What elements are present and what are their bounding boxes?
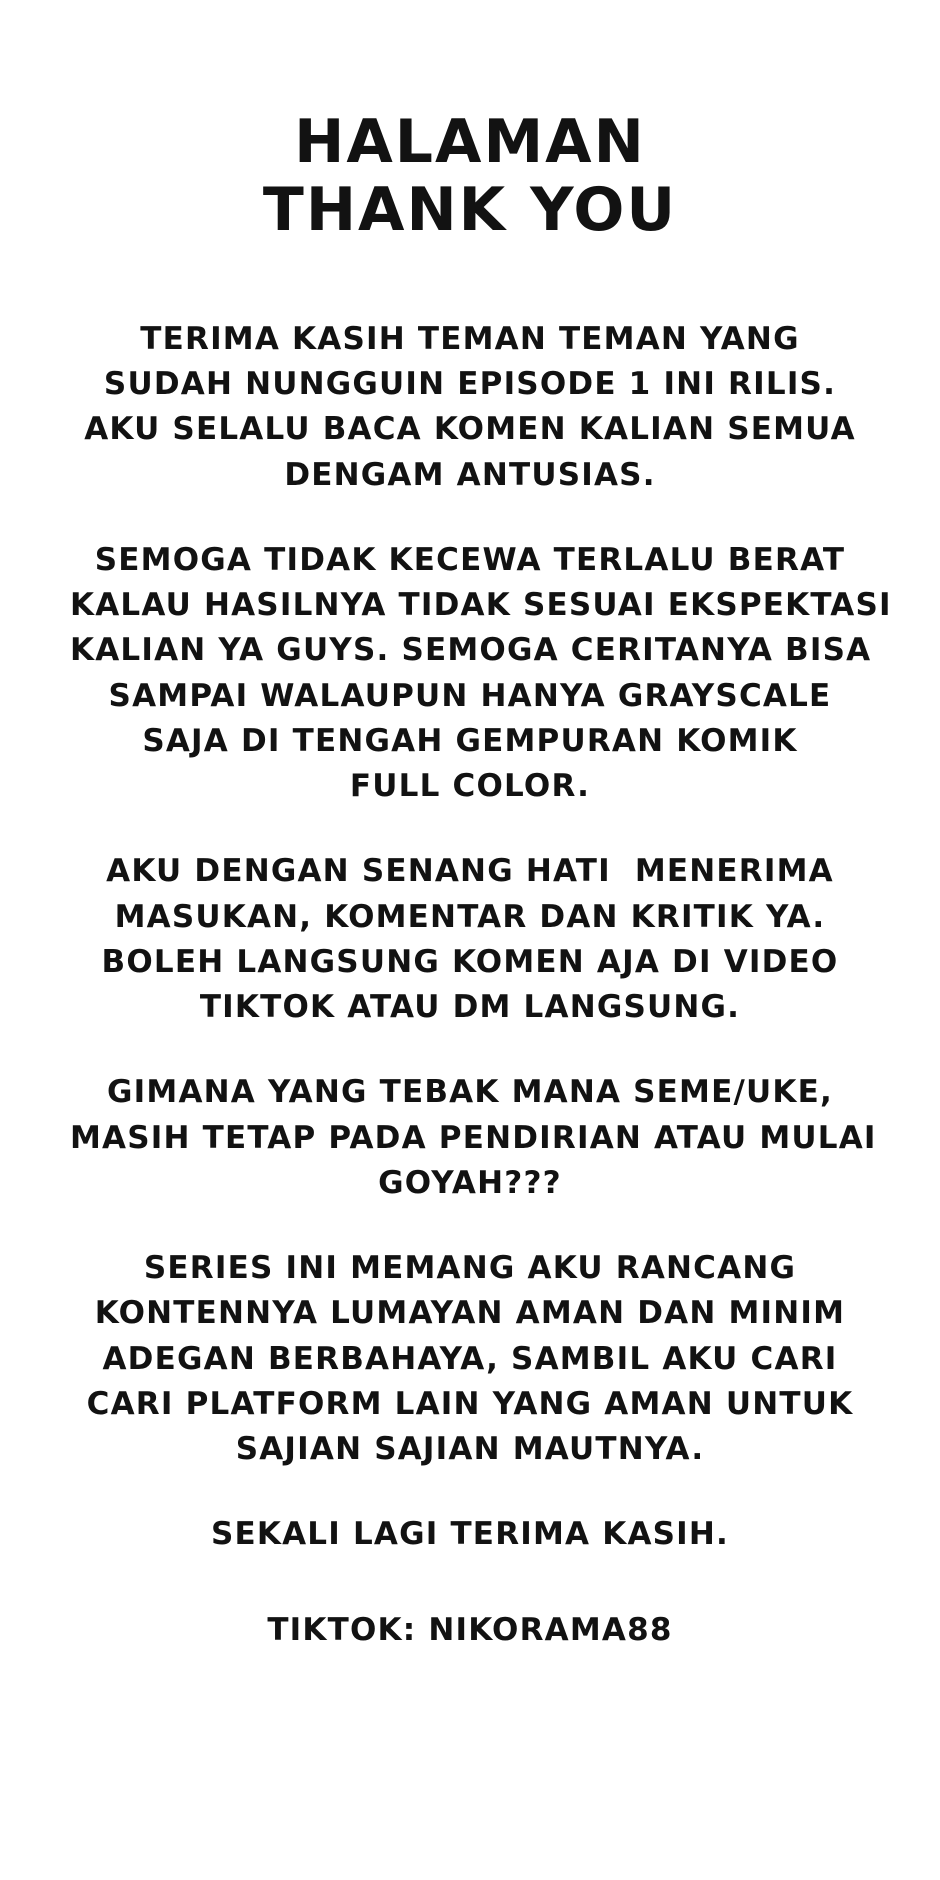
paragraph-3-line-4: TIKTOK ATAU DM LANGSUNG. [199, 989, 741, 1026]
paragraph-2-line-1: SEMOGA TIDAK KECEWA TERLALU BERAT [94, 541, 846, 578]
paragraph-5-line-3: ADEGAN BERBAHAYA, SAMBIL AKU CARI [102, 1340, 838, 1377]
paragraph-3-line-2: MASUKAN, KOMENTAR DAN KRITIK YA. [114, 898, 826, 935]
spacer-3 [70, 1030, 870, 1070]
paragraph-4-line-2: MASIH TETAP PADA PENDIRIAN ATAU MULAI [70, 1119, 877, 1156]
paragraph-2-line-6: FULL COLOR. [349, 768, 591, 805]
paragraph-2-line-4: SAMPAI WALAUPUN HANYA GRAYSCALE [108, 677, 832, 714]
paragraph-3-line-3: BOLEH LANGSUNG KOMEN AJA DI VIDEO [101, 943, 839, 980]
paragraph-1-line-3: AKU SELALU BACA KOMEN KALIAN SEMUA [84, 411, 856, 448]
paragraph-1 [70, 317, 870, 498]
page-title [0, 0, 940, 245]
page-title-line-1: HALAMAN [294, 107, 646, 177]
paragraph-2-line-3: KALIAN YA GUYS. SEMOGA CERITANYA BISA [70, 632, 872, 669]
spacer-6 [70, 1558, 870, 1608]
spacer-4 [70, 1206, 870, 1246]
paragraph-5-line-2: KONTENNYA LUMAYAN AMAN DAN MINIM [94, 1295, 846, 1332]
paragraph-6-line-1: SEKALI LAGI TERIMA KASIH. [210, 1516, 730, 1553]
paragraph-5-line-5: SAJIAN SAJIAN MAUTNYA. [235, 1431, 705, 1468]
message-body [70, 317, 892, 1653]
paragraph-2-line-5: SAJA DI TENGAH GEMPURAN KOMIK [142, 722, 798, 759]
page-title-line-2: THANK YOU [262, 175, 678, 246]
tiktok-handle: TIKTOK: NIKORAMA88 [267, 1611, 673, 1648]
paragraph-5-line-4: CARI PLATFORM LAIN YANG AMAN UNTUK [86, 1385, 854, 1422]
spacer-title [0, 245, 940, 317]
paragraph-1-line-2: SUDAH NUNGGUIN EPISODE 1 INI RILIS. [103, 366, 837, 403]
paragraph-4-line-3: GOYAH??? [378, 1164, 562, 1201]
paragraph-1-line-1: TERIMA KASIH TEMAN TEMAN YANG [140, 320, 800, 357]
paragraph-5 [70, 1246, 870, 1472]
paragraph-2 [70, 538, 892, 810]
paragraph-5-line-1: SERIES INI MEMANG AKU RANCANG [143, 1250, 797, 1287]
paragraph-4-line-1: GIMANA YANG TEBAK MANA SEME/UKE, [107, 1074, 833, 1111]
spacer-1 [70, 498, 870, 538]
paragraph-3-line-1: AKU DENGAN SENANG HATI MENERIMA [106, 853, 834, 890]
paragraph-1-line-4: DENGAM ANTUSIAS. [284, 456, 656, 493]
paragraph-4 [70, 1070, 877, 1206]
paragraph-6 [70, 1512, 870, 1557]
paragraph-3 [70, 849, 870, 1030]
spacer-5 [70, 1472, 870, 1512]
spacer-2 [70, 809, 870, 849]
paragraph-2-line-2: KALAU HASILNYA TIDAK SESUAI EKSPEKTASI [70, 587, 892, 624]
